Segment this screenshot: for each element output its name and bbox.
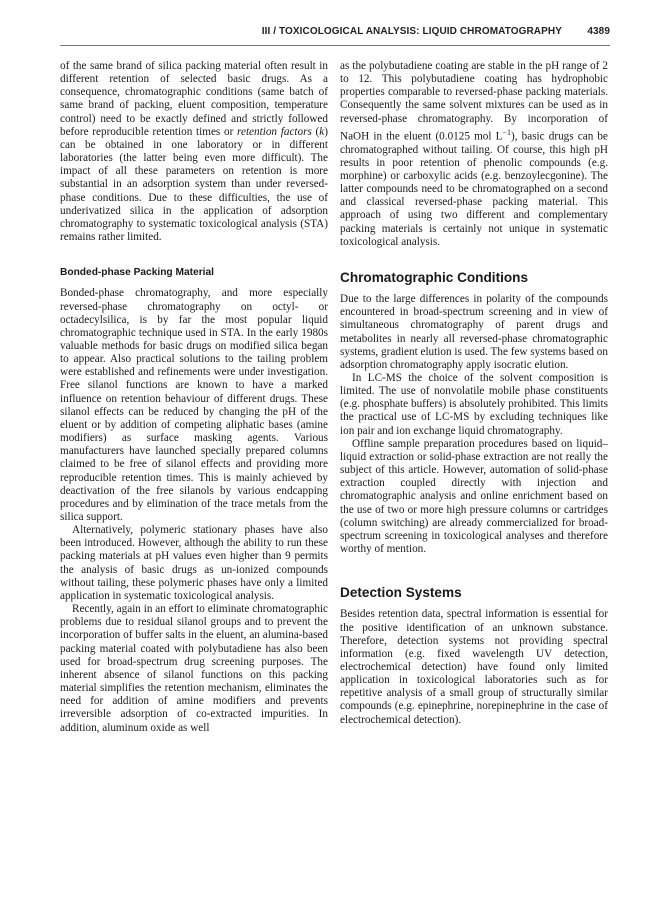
italic-symbol: k [319, 125, 325, 138]
superscript: −1 [502, 127, 511, 137]
running-header [60, 26, 610, 40]
paragraph: Offline sample preparation procedures based on liquid–liquid extraction or solid-phase extraction are not really the subject of this article. However, automation of solid-phase extraction coupled directly with injection and chromatographic analysis and online enrichment based on the use of two or more high pressure columns or cartridges (column switching) are already commercialized for broad-spectrum screening in toxicological analyses and therefore worthy of mention. [340, 437, 608, 556]
text-run: ), basic drugs can be chromatographed without tailing. Of course, this high pH results in poor retention of phenolic compounds (e.g. morphine) or carboxylic acids (e.g. benzoylecgonine). The latter compounds need to be chromatographed on a second and classical reversed-phase packing material. This approach of using two different and complementary packing materials is certainly not unique in systematic toxicological analysis. [340, 130, 608, 248]
left-column [60, 60, 328, 735]
page-number: 4389 [587, 26, 610, 37]
paragraph: Bonded-phase chromatography, and more especially reversed-phase chromatography on octyl- or octadecylsilica, is by far the most popular liquid chromatographic technique used in STA. In the early 1980s valuable methods for basic drugs on modified silica began to appear. Also practical solutions to the tailing problem were established and refinements were under investigation. Free silanol functions are known to have a marked influence on retention behaviour of different drugs. These silanol effects can be reduced by changing the pH of the eluent or by addition of competing aliphatic bases (amine modifiers) as surface masking agents. Various manufacturers have launched specially prepared columns claimed to be free of silanol effects and providing more reproducible retention times. This is mainly achieved by deactivation of the free silanols by various endcapping procedures and by elimination of the trace metals from the silica support. [60, 287, 328, 523]
paragraph: Due to the large differences in polarity of the compounds encountered in broad-spectrum screening and in view of simultaneous chromatography of parent drugs and metabolites in nearly all reversed-phase chromatographic systems, gradient elution is used. The few systems based on adsorption chromatography apply isocratic elution. [340, 293, 608, 371]
text-run: ) can be obtained in one laboratory or in different laboratories (the latter being even more difficult). The impact of all these parameters on retention is more substantial in an adsorption system than under reversed-phase conditions. Due to these difficulties, the use of underivatized silica in the application of adsorption chromatography to systematic toxicological analysis (STA) remains rather limited. [60, 125, 328, 244]
header-rule [60, 45, 610, 46]
paragraph [340, 60, 608, 249]
text-run: as the polybutadiene coating are stable in the pH range of 2 to 12. This polybutadiene coating has hydrophobic properties comparable to reversed-phase packing materials. Consequently the same solvent mixtures can be used as in reversed-phase chromatography. By incorporation of NaOH in the eluent (0.0125 mol L [340, 60, 608, 143]
italic-term: retention factors [237, 125, 312, 138]
paragraph: Recently, again in an effort to eliminate chromatographic problems due to residual silanol groups and to prevent the incorporation of buffer salts in the eluent, an alumina-based packing material coated with polybutadiene has also been used for broad-spectrum drug screening purposes. The inherent absence of silanol functions on this packing material simplifies the retention mechanism, eliminates the need for addition of amine modifiers and prevents irreversible adsorption of co-extracted impurities. In addition, aluminum oxide as well [60, 603, 328, 734]
subheading: Bonded-phase Packing Material [60, 267, 214, 279]
running-title: III / TOXICOLOGICAL ANALYSIS: LIQUID CHROMATOGRAPHY [261, 26, 562, 37]
paragraph: In LC-MS the choice of the solvent composition is limited. The use of nonvolatile mobile phase constituents (e.g. phosphate buffers) is absolutely prohibited. This limits the practical use of LC-MS by excluding techniques like ion pair and ion exchange liquid chromatography. [340, 372, 608, 437]
paragraph: Alternatively, polymeric stationary phases have also been introduced. However, although the ability to run these packing materials at pH values even higher than 9 permits the analysis of basic drugs as un-ionized compounds without tailing, these polymeric phases have only a limited application in systematic toxicological analysis. [60, 524, 328, 602]
paragraph: Besides retention data, spectral information is essential for the positive identification of an unknown substance. Therefore, detection systems not providing spectral information (e.g. fixed wavelength UV detection, electrochemical detection) have found only limited application in toxicological laboratories such as for repetitive analysis of a small group of structurally similar compounds (e.g. epinephrine, norepinephrine in the case of electrochemical detection). [340, 608, 608, 726]
section-heading: Detection Systems [340, 585, 462, 601]
section-heading: Chromatographic Conditions [340, 269, 529, 285]
paragraph [60, 60, 328, 244]
text-run: of the same brand of silica packing material often result in different retention of selected basic drugs. As a consequence, chromatographic conditions (same batch of same brand of packing, eluent composition, temperature control) need to be exactly defined and strictly followed before reproducible retention times or [60, 60, 328, 138]
right-column [340, 60, 608, 727]
text-run: ( [311, 125, 320, 138]
